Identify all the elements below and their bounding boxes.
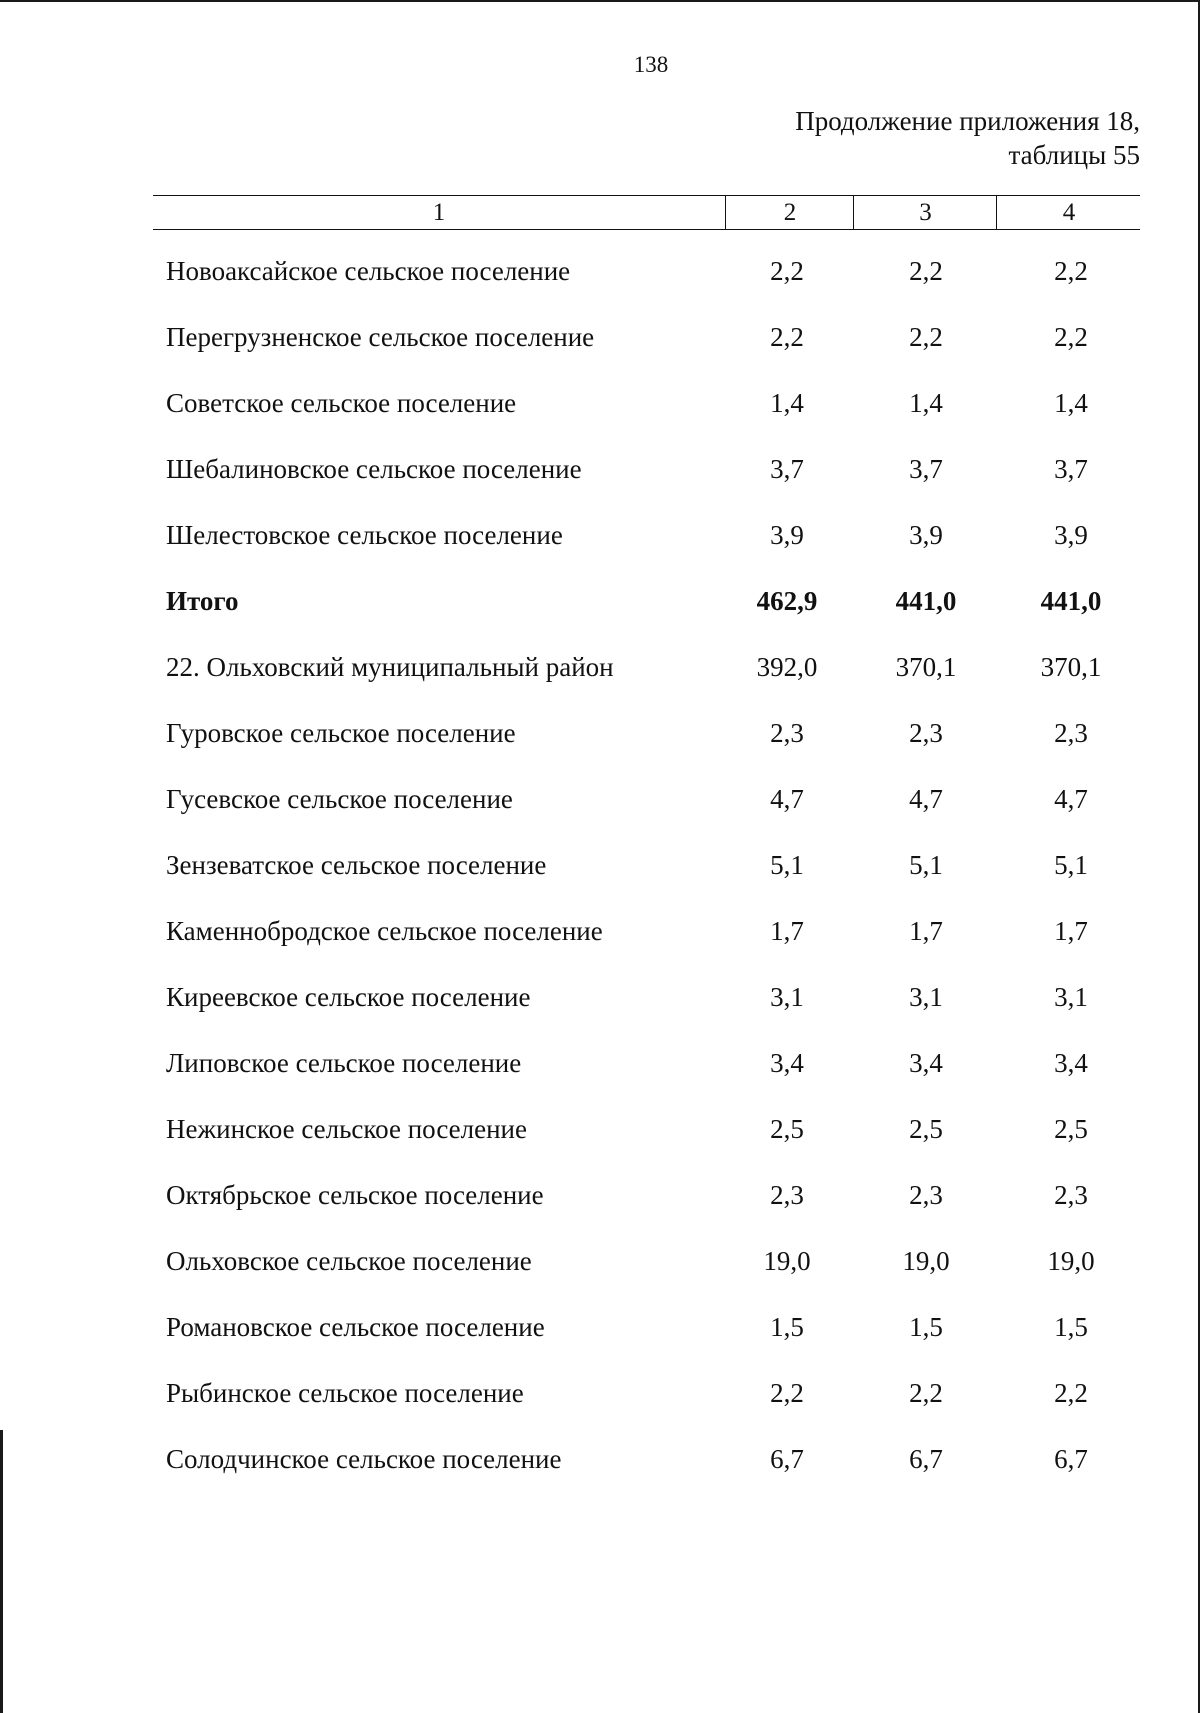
row-value-col-4: 3,7 — [1054, 454, 1088, 484]
row-value-col-2: 19,0 — [763, 1246, 811, 1276]
row-value-col-2: 1,4 — [770, 388, 804, 418]
row-value-col-2: 6,7 — [770, 1444, 804, 1474]
header-col-4: 4 — [996, 196, 1141, 229]
row-name: Романовское сельское поселение — [166, 1312, 545, 1342]
row-value-col-2: 2,2 — [770, 322, 804, 352]
row-value-col-2: 3,4 — [770, 1048, 804, 1078]
table-row — [0, 718, 1200, 758]
row-name: Ольховское сельское поселение — [166, 1246, 532, 1276]
row-value-col-3: 2,3 — [909, 1180, 943, 1210]
table-header — [153, 195, 1140, 230]
table-row — [0, 1246, 1200, 1286]
row-value-col-3: 3,9 — [909, 520, 943, 550]
row-name: Каменнобродское сельское поселение — [166, 916, 603, 946]
table-row — [0, 1048, 1200, 1088]
row-name: Киреевское сельское поселение — [166, 982, 531, 1012]
row-value-col-2: 462,9 — [756, 586, 818, 616]
row-value-col-3: 2,2 — [909, 1378, 943, 1408]
row-value-col-4: 2,3 — [1054, 1180, 1088, 1210]
continuation-line-2: таблицы 55 — [1008, 140, 1140, 170]
table-row — [0, 388, 1200, 428]
row-value-col-2: 3,9 — [770, 520, 804, 550]
row-name: 22. Ольховский муниципальный район — [166, 652, 614, 682]
row-value-col-4: 6,7 — [1054, 1444, 1088, 1474]
table-row — [0, 850, 1200, 890]
row-name: Липовское сельское поселение — [166, 1048, 522, 1078]
row-name: Нежинское сельское поселение — [166, 1114, 527, 1144]
row-value-col-4: 2,3 — [1054, 718, 1088, 748]
table-row — [0, 1114, 1200, 1154]
row-value-col-3: 2,2 — [909, 322, 943, 352]
row-value-col-2: 392,0 — [756, 652, 818, 682]
row-name: Шелестовское сельское поселение — [166, 520, 563, 550]
row-value-col-2: 3,1 — [770, 982, 804, 1012]
table-row — [0, 322, 1200, 362]
row-value-col-3: 3,7 — [909, 454, 943, 484]
row-value-col-4: 370,1 — [1040, 652, 1102, 682]
table-row — [0, 1312, 1200, 1352]
row-value-col-3: 441,0 — [895, 586, 957, 616]
table-row — [0, 1378, 1200, 1418]
row-name: Гуровское сельское поселение — [166, 718, 516, 748]
row-name: Гусевское сельское поселение — [166, 784, 513, 814]
row-value-col-4: 1,7 — [1054, 916, 1088, 946]
header-col-3: 3 — [853, 196, 997, 229]
table-row — [0, 982, 1200, 1022]
row-value-col-4: 2,5 — [1054, 1114, 1088, 1144]
row-name: Шебалиновское сельское поселение — [166, 454, 582, 484]
row-value-col-4: 1,5 — [1054, 1312, 1088, 1342]
row-value-col-4: 19,0 — [1047, 1246, 1095, 1276]
row-value-col-4: 3,1 — [1054, 982, 1088, 1012]
row-value-col-2: 2,3 — [770, 718, 804, 748]
row-value-col-2: 2,2 — [770, 1378, 804, 1408]
row-value-col-3: 2,3 — [909, 718, 943, 748]
row-value-col-4: 2,2 — [1054, 1378, 1088, 1408]
row-name: Рыбинское сельское поселение — [166, 1378, 524, 1408]
row-name: Советское сельское поселение — [166, 388, 517, 418]
row-value-col-3: 370,1 — [895, 652, 957, 682]
row-name: Новоаксайское сельское поселение — [166, 256, 571, 286]
row-value-col-2: 3,7 — [770, 454, 804, 484]
row-name: Перегрузненское сельское поселение — [166, 322, 595, 352]
row-value-col-3: 5,1 — [909, 850, 943, 880]
row-value-col-2: 4,7 — [770, 784, 804, 814]
row-name: Октябрьское сельское поселение — [166, 1180, 544, 1210]
row-value-col-3: 3,1 — [909, 982, 943, 1012]
row-name: Зензеватское сельское поселение — [166, 850, 547, 880]
row-value-col-4: 441,0 — [1040, 586, 1102, 616]
row-value-col-4: 3,4 — [1054, 1048, 1088, 1078]
continuation-line-1: Продолжение приложения 18, — [795, 106, 1140, 136]
continuation-caption — [795, 104, 1140, 172]
row-value-col-2: 5,1 — [770, 850, 804, 880]
page-number: 138 — [633, 52, 669, 77]
row-value-col-4: 1,4 — [1054, 388, 1088, 418]
header-col-2: 2 — [725, 196, 854, 229]
header-col-1: 1 — [432, 199, 446, 226]
row-name: Итого — [166, 586, 239, 616]
row-value-col-3: 6,7 — [909, 1444, 943, 1474]
table-row — [0, 256, 1200, 296]
row-value-col-3: 3,4 — [909, 1048, 943, 1078]
table-row — [0, 586, 1200, 626]
row-value-col-3: 1,4 — [909, 388, 943, 418]
row-value-col-2: 2,3 — [770, 1180, 804, 1210]
row-value-col-3: 19,0 — [902, 1246, 950, 1276]
row-value-col-2: 2,5 — [770, 1114, 804, 1144]
table-row — [0, 1180, 1200, 1220]
row-value-col-4: 4,7 — [1054, 784, 1088, 814]
row-value-col-4: 3,9 — [1054, 520, 1088, 550]
row-value-col-4: 2,2 — [1054, 322, 1088, 352]
row-value-col-3: 1,7 — [909, 916, 943, 946]
row-value-col-3: 2,5 — [909, 1114, 943, 1144]
table-row — [0, 916, 1200, 956]
row-value-col-3: 1,5 — [909, 1312, 943, 1342]
table-row — [0, 784, 1200, 824]
row-name: Солодчинское сельское поселение — [166, 1444, 562, 1474]
row-value-col-3: 4,7 — [909, 784, 943, 814]
table-row — [0, 454, 1200, 494]
page-edge-top — [0, 0, 1200, 2]
table-row — [0, 1444, 1200, 1484]
table-row — [0, 520, 1200, 560]
table-row — [0, 652, 1200, 692]
row-value-col-4: 2,2 — [1054, 256, 1088, 286]
row-value-col-2: 1,5 — [770, 1312, 804, 1342]
row-value-col-2: 2,2 — [770, 256, 804, 286]
row-value-col-2: 1,7 — [770, 916, 804, 946]
row-value-col-3: 2,2 — [909, 256, 943, 286]
row-value-col-4: 5,1 — [1054, 850, 1088, 880]
